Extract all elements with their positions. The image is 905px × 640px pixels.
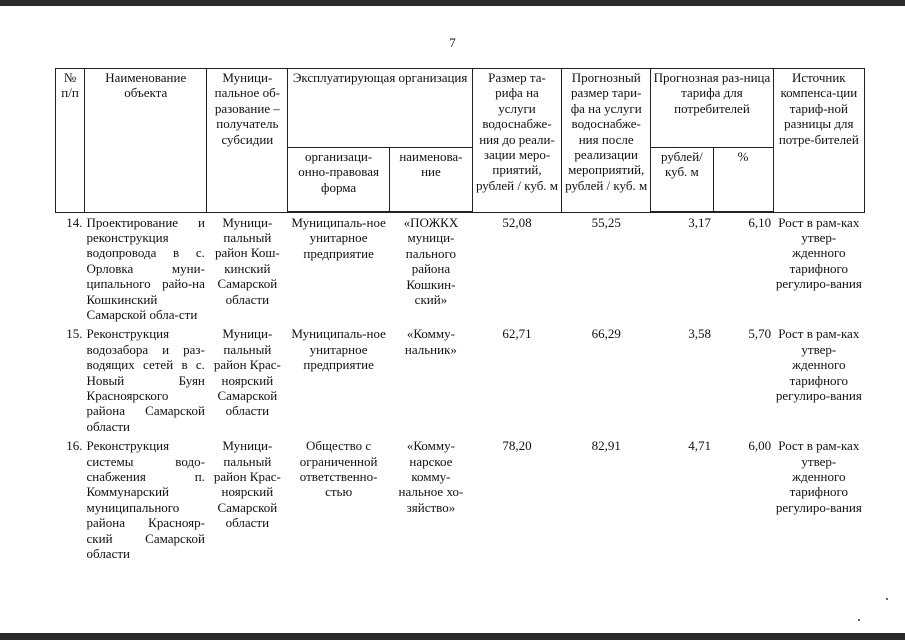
header-diff: Прогнозная раз-ница тарифа для потребителей bbox=[651, 69, 773, 148]
row-municipality: Муници-пальный район Крас-ноярский Самарской области bbox=[213, 438, 281, 531]
header-num: № п/п bbox=[56, 69, 85, 213]
row-tariff-after: 82,91 bbox=[591, 438, 621, 454]
row-source: Рост в рам-ках утвер-жденного тарифного регулиро-вания bbox=[775, 326, 862, 403]
row-tariff-before: 78,20 bbox=[502, 438, 532, 454]
row-num: 16. bbox=[66, 438, 83, 454]
row-source: Рост в рам-ках утвер-жденного тарифного регулиро-вания bbox=[775, 214, 862, 292]
row-op-name: «Комму-нарское комму-нальное хо-зяйство» bbox=[398, 438, 464, 515]
row-tariff-before: 52,08 bbox=[502, 214, 532, 230]
row-op-name: «ПОЖКХ муници-пального района Кошкин-ский» bbox=[403, 215, 459, 308]
header-tariff-after: Прогнозный размер тари-фа на услуги водоснабже-ния после реализации мероприятий, рублей / куб. м bbox=[562, 69, 651, 213]
scan-speck bbox=[886, 598, 888, 600]
row-op-form: Общество с ограниченной ответственно-стью bbox=[299, 438, 378, 500]
row-op-form: Муниципаль-ное унитарное предприятие bbox=[291, 215, 386, 261]
row-tariff-after: 55,25 bbox=[591, 214, 621, 230]
header-diff-pct: % bbox=[713, 148, 773, 213]
scan-bottom-edge bbox=[0, 633, 905, 640]
row-tariff-after: 66,29 bbox=[591, 326, 621, 342]
header-op-name: наименова-ние bbox=[389, 148, 472, 213]
tariff-table bbox=[55, 68, 865, 563]
row-op-name: «Комму-нальник» bbox=[404, 326, 457, 357]
row-object: Проектирование и реконструкция водопровода в с. Орловка муни-ципального райо-на Кошкинский Самарской обла-сти bbox=[86, 214, 205, 322]
header-municipality: Муници-пальное об-разование – получатель субсидии bbox=[207, 69, 288, 213]
row-diff-pct: 6,10 bbox=[748, 215, 772, 230]
table-row bbox=[56, 324, 865, 436]
table-row bbox=[56, 436, 865, 563]
row-tariff-before: 62,71 bbox=[502, 326, 532, 342]
row-diff-pct: 5,70 bbox=[748, 326, 772, 342]
row-municipality: Муници-пальный район Кош-кинский Самарской области bbox=[214, 214, 280, 307]
row-num: 15. bbox=[66, 326, 83, 342]
header-operator: Эксплуатирующая организация bbox=[288, 69, 473, 148]
header-object: Наименование объекта bbox=[85, 69, 207, 213]
row-object: Реконструкция водозабора и раз-водящих сетей в с. Новый Буян Красноярского района Самарской области bbox=[86, 326, 205, 434]
header-source: Источник компенса-ции тариф-ной разницы для потре-бителей bbox=[773, 69, 864, 213]
table-row bbox=[56, 212, 865, 324]
row-diff-rub: 3,17 bbox=[688, 215, 711, 230]
header-op-form: организаци-онно-правовая форма bbox=[288, 148, 390, 213]
row-object: Реконструкция системы водо-снабжения п. Коммунарский муниципального района Краснояр-ский Самарской области bbox=[86, 438, 205, 562]
scan-top-edge bbox=[0, 0, 905, 6]
header-diff-rub: рублей/ куб. м bbox=[651, 148, 713, 213]
row-num: 14. bbox=[66, 214, 83, 230]
row-op-form: Муниципаль-ное унитарное предприятие bbox=[291, 326, 386, 373]
row-municipality: Муници-пальный район Крас-ноярский Самарской области bbox=[213, 326, 281, 419]
header-row-1 bbox=[56, 69, 865, 148]
scan-speck bbox=[858, 619, 860, 621]
header-tariff-before: Размер та-рифа на услуги водоснабже-ния до реали-зации меро-приятий, рублей / куб. м bbox=[472, 69, 561, 213]
row-diff-rub: 3,58 bbox=[688, 326, 711, 342]
page-number: 7 bbox=[449, 35, 456, 50]
row-source: Рост в рам-ках утвер-жденного тарифного регулиро-вания bbox=[775, 438, 862, 515]
row-diff-rub: 4,71 bbox=[688, 438, 711, 454]
row-diff-pct: 6,00 bbox=[748, 438, 772, 454]
